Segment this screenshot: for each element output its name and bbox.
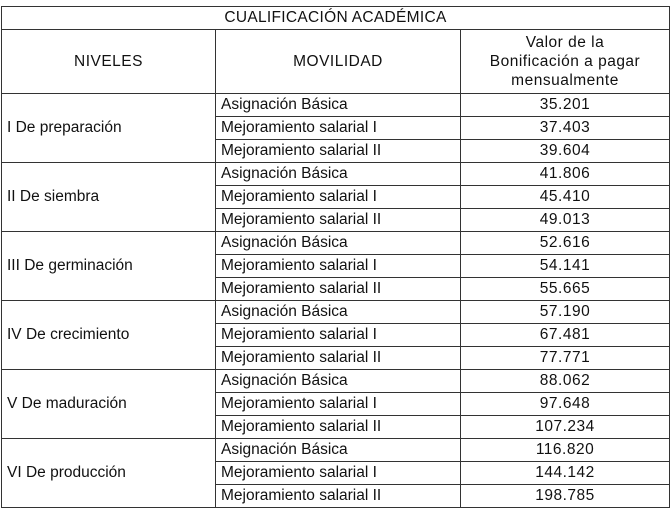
movilidad-cell: Mejoramiento salarial I [216,186,461,209]
header-valor-line3: mensualmente [511,72,619,89]
valor-cell: 35.201 [461,94,670,117]
table-row [2,232,670,255]
table-row [2,370,670,393]
valor-cell: 39.604 [461,140,670,163]
valor-cell: 52.616 [461,232,670,255]
valor-cell: 45.410 [461,186,670,209]
valor-cell: 107.234 [461,416,670,439]
valor-cell: 49.013 [461,209,670,232]
movilidad-cell: Mejoramiento salarial I [216,117,461,140]
movilidad-cell: Asignación Básica [216,301,461,324]
movilidad-cell: Asignación Básica [216,370,461,393]
level-name: III De germinación [2,232,216,301]
movilidad-cell: Mejoramiento salarial II [216,140,461,163]
movilidad-cell: Asignación Básica [216,232,461,255]
valor-cell: 41.806 [461,163,670,186]
table-row [2,163,670,186]
movilidad-cell: Mejoramiento salarial II [216,347,461,370]
valor-cell: 37.403 [461,117,670,140]
movilidad-cell: Mejoramiento salarial I [216,393,461,416]
table-row [2,439,670,462]
movilidad-cell: Asignación Básica [216,439,461,462]
valor-cell: 77.771 [461,347,670,370]
movilidad-cell: Mejoramiento salarial II [216,485,461,508]
movilidad-cell: Asignación Básica [216,163,461,186]
table-row [2,94,670,117]
valor-cell: 67.481 [461,324,670,347]
movilidad-cell: Mejoramiento salarial II [216,209,461,232]
level-name: II De siembra [2,163,216,232]
header-valor-line2: Bonificación a pagar [489,53,641,70]
movilidad-cell: Mejoramiento salarial I [216,462,461,485]
level-name: VI De producción [2,439,216,508]
header-valor-line1: Valor de la [525,34,605,51]
valor-cell: 97.648 [461,393,670,416]
valor-cell: 198.785 [461,485,670,508]
table-title: CUALIFICACIÓN ACADÉMICA [2,7,670,30]
valor-cell: 57.190 [461,301,670,324]
movilidad-cell: Mejoramiento salarial I [216,324,461,347]
valor-cell: 144.142 [461,462,670,485]
movilidad-cell: Asignación Básica [216,94,461,117]
header-niveles: NIVELES [2,30,216,94]
valor-cell: 55.665 [461,278,670,301]
valor-cell: 116.820 [461,439,670,462]
level-name: I De preparación [2,94,216,163]
valor-cell: 88.062 [461,370,670,393]
movilidad-cell: Mejoramiento salarial I [216,255,461,278]
header-valor [461,30,670,94]
movilidad-cell: Mejoramiento salarial II [216,278,461,301]
header-movilidad: MOVILIDAD [216,30,461,94]
level-name: V De maduración [2,370,216,439]
table-row [2,301,670,324]
movilidad-cell: Mejoramiento salarial II [216,416,461,439]
bonificacion-table [1,6,670,508]
level-name: IV De crecimiento [2,301,216,370]
table-body [2,94,670,508]
valor-cell: 54.141 [461,255,670,278]
